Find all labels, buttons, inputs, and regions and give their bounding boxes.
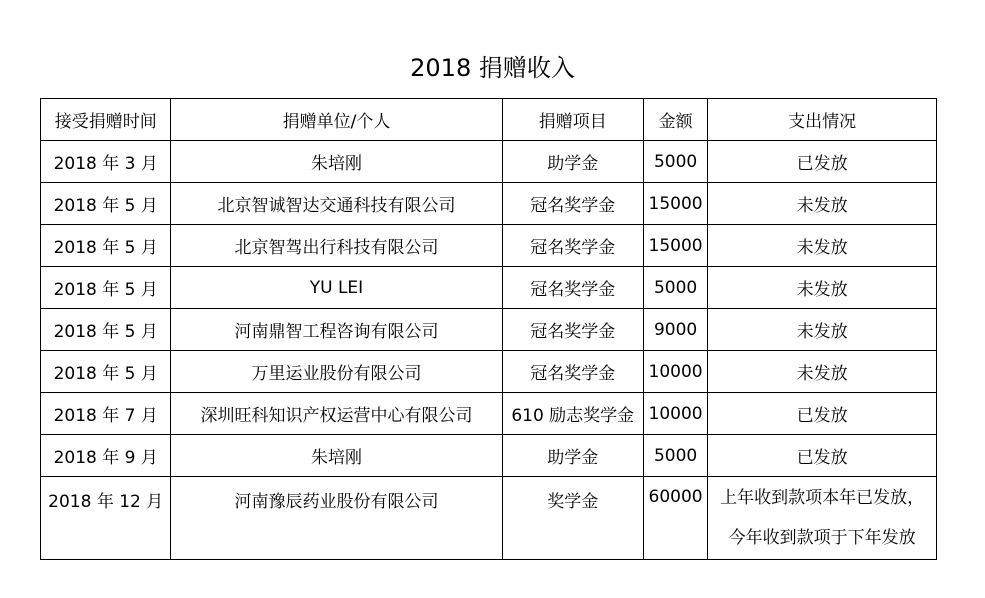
cell-time: 2018 年 5 月 bbox=[41, 351, 171, 393]
cell-amount: 10000 bbox=[643, 393, 707, 435]
cell-amount: 10000 bbox=[643, 351, 707, 393]
cell-project: 610 励志奖学金 bbox=[502, 393, 643, 435]
cell-project: 助学金 bbox=[502, 141, 643, 183]
status-line-2: 今年收到款项于下年发放 bbox=[728, 528, 916, 548]
cell-amount: 15000 bbox=[643, 183, 707, 225]
cell-project: 助学金 bbox=[502, 435, 643, 477]
cell-status: 已发放 bbox=[708, 393, 937, 435]
cell-amount: 9000 bbox=[643, 309, 707, 351]
cell-donor: 朱培刚 bbox=[171, 435, 502, 477]
cell-amount: 15000 bbox=[643, 225, 707, 267]
cell-time: 2018 年 12 月 bbox=[41, 477, 171, 560]
table-row bbox=[41, 435, 937, 477]
header-project: 捐赠项目 bbox=[502, 99, 643, 141]
header-amount: 金额 bbox=[643, 99, 707, 141]
header-donor: 捐赠单位/个人 bbox=[171, 99, 502, 141]
cell-status: 未发放 bbox=[708, 309, 937, 351]
table-row-last bbox=[41, 477, 937, 560]
table-row bbox=[41, 141, 937, 183]
cell-time: 2018 年 7 月 bbox=[41, 393, 171, 435]
table-row bbox=[41, 309, 937, 351]
cell-project: 冠名奖学金 bbox=[502, 225, 643, 267]
cell-donor: 北京智诚智达交通科技有限公司 bbox=[171, 183, 502, 225]
header-time: 接受捐赠时间 bbox=[41, 99, 171, 141]
cell-project: 冠名奖学金 bbox=[502, 183, 643, 225]
status-line-1: 上年收到款项本年已发放， bbox=[720, 488, 925, 508]
cell-status: 未发放 bbox=[708, 183, 937, 225]
cell-status: 未发放 bbox=[708, 351, 937, 393]
cell-time: 2018 年 5 月 bbox=[41, 267, 171, 309]
cell-donor: 朱培刚 bbox=[171, 141, 502, 183]
table-row bbox=[41, 267, 937, 309]
cell-time: 2018 年 3 月 bbox=[41, 141, 171, 183]
cell-time: 2018 年 5 月 bbox=[41, 225, 171, 267]
cell-project: 冠名奖学金 bbox=[502, 309, 643, 351]
table-row bbox=[41, 393, 937, 435]
table-row bbox=[41, 225, 937, 267]
cell-amount: 5000 bbox=[643, 267, 707, 309]
cell-amount: 60000 bbox=[643, 477, 707, 560]
cell-time: 2018 年 5 月 bbox=[41, 309, 171, 351]
cell-time: 2018 年 9 月 bbox=[41, 435, 171, 477]
cell-status: 已发放 bbox=[708, 435, 937, 477]
page-title: 2018 捐赠收入 bbox=[410, 54, 575, 82]
cell-status: 未发放 bbox=[708, 267, 937, 309]
table-row bbox=[41, 183, 937, 225]
cell-donor: 河南鼎智工程咨询有限公司 bbox=[171, 309, 502, 351]
table-header-row bbox=[41, 99, 937, 141]
table-row bbox=[41, 351, 937, 393]
cell-donor: 深圳旺科知识产权运营中心有限公司 bbox=[171, 393, 502, 435]
cell-status bbox=[708, 477, 937, 560]
donation-table bbox=[40, 98, 937, 560]
cell-donor: 万里运业股份有限公司 bbox=[171, 351, 502, 393]
cell-amount: 5000 bbox=[643, 141, 707, 183]
cell-project: 奖学金 bbox=[502, 477, 643, 560]
cell-donor: 河南豫辰药业股份有限公司 bbox=[171, 477, 502, 560]
cell-status: 未发放 bbox=[708, 225, 937, 267]
cell-project: 冠名奖学金 bbox=[502, 267, 643, 309]
cell-donor: 北京智驾出行科技有限公司 bbox=[171, 225, 502, 267]
header-status: 支出情况 bbox=[708, 99, 937, 141]
cell-time: 2018 年 5 月 bbox=[41, 183, 171, 225]
cell-donor: YU LEI bbox=[171, 267, 502, 309]
cell-project: 冠名奖学金 bbox=[502, 351, 643, 393]
cell-amount: 5000 bbox=[643, 435, 707, 477]
cell-status: 已发放 bbox=[708, 141, 937, 183]
